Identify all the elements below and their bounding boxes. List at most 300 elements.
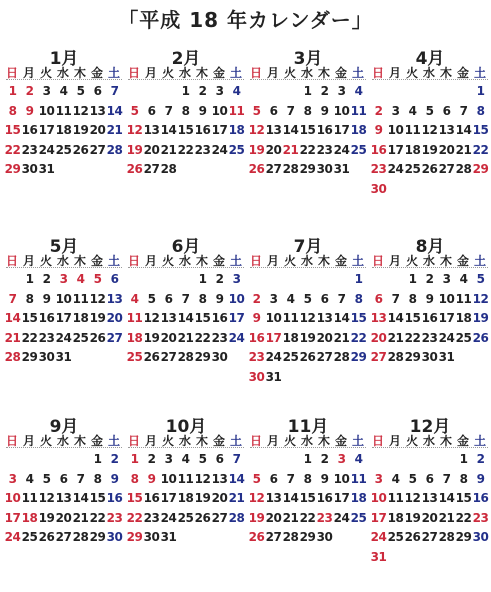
day-cell: 10 <box>438 291 455 306</box>
day-cell: 23 <box>143 510 160 525</box>
day-cell: 25 <box>55 142 72 157</box>
day-cell: 13 <box>143 123 160 137</box>
day-cell: 9 <box>425 291 434 306</box>
month-name: 8月 <box>415 237 445 257</box>
day-cell: 17 <box>265 330 282 345</box>
day-cell: 20 <box>421 510 438 525</box>
day-cell: 28 <box>438 530 455 544</box>
day-cell: 25 <box>21 530 38 544</box>
day-cell: 20 <box>370 330 387 345</box>
day-cell: 19 <box>248 510 265 525</box>
day-cell: 19 <box>472 311 489 325</box>
day-cell: 4 <box>59 84 68 98</box>
weekday-header: 木 <box>317 254 330 268</box>
weekday-header: 火 <box>405 254 418 268</box>
day-cell: 23 <box>248 350 265 364</box>
day-cell: 2 <box>425 272 434 286</box>
day-cell: 9 <box>215 291 224 306</box>
weekday-header: 月 <box>22 254 35 268</box>
day-cell: 12 <box>248 491 265 505</box>
day-cell: 8 <box>303 471 312 486</box>
day-cell: 23 <box>38 330 55 345</box>
month-block <box>248 44 368 224</box>
day-cell: 4 <box>354 84 363 98</box>
day-cell: 2 <box>25 84 34 98</box>
day-cell: 27 <box>106 330 123 345</box>
day-cell: 17 <box>370 510 387 525</box>
day-cell: 14 <box>455 123 472 137</box>
day-cell: 30 <box>370 181 387 196</box>
weekday-header: 月 <box>144 434 157 448</box>
day-cell: 28 <box>282 162 299 176</box>
weekday-header: 土 <box>229 434 242 448</box>
day-cell: 16 <box>143 491 160 505</box>
day-cell: 31 <box>370 549 387 564</box>
day-cell: 30 <box>21 162 38 176</box>
day-cell: 31 <box>55 350 72 364</box>
day-cell: 17 <box>333 123 350 137</box>
day-cell: 17 <box>160 491 177 505</box>
day-cell: 17 <box>4 510 21 525</box>
month-block <box>370 232 490 412</box>
weekday-header: 土 <box>107 254 120 268</box>
day-cell: 5 <box>425 103 434 118</box>
day-cell: 12 <box>421 123 438 137</box>
day-cell: 3 <box>164 452 173 466</box>
day-cell: 5 <box>252 471 261 486</box>
day-cell: 18 <box>126 330 143 345</box>
day-cell: 7 <box>286 471 295 486</box>
month-name: 12月 <box>409 417 451 437</box>
day-cell: 5 <box>76 84 85 98</box>
day-cell: 19 <box>248 142 265 157</box>
day-cell: 28 <box>387 350 404 364</box>
day-cell: 7 <box>181 291 190 306</box>
day-cell: 4 <box>25 471 34 486</box>
day-cell: 27 <box>438 162 455 176</box>
day-cell: 7 <box>459 103 468 118</box>
day-cell: 29 <box>4 162 21 176</box>
day-cell: 2 <box>476 452 485 466</box>
weekday-header: 火 <box>283 66 296 80</box>
weekday-header: 日 <box>127 434 140 448</box>
day-cell: 29 <box>194 350 211 364</box>
weekday-header: 月 <box>388 254 401 268</box>
day-cell: 10 <box>387 123 404 137</box>
day-cell: 6 <box>59 471 68 486</box>
weekday-header: 木 <box>439 254 452 268</box>
day-cell: 10 <box>333 103 350 118</box>
day-cell: 15 <box>177 123 194 137</box>
day-cell: 9 <box>198 103 207 118</box>
day-cell: 20 <box>55 510 72 525</box>
day-cell: 11 <box>282 311 299 325</box>
day-cell: 21 <box>455 142 472 157</box>
day-cell: 15 <box>4 123 21 137</box>
day-cell: 4 <box>459 272 468 286</box>
day-cell: 22 <box>126 510 143 525</box>
day-cell: 10 <box>265 311 282 325</box>
day-cell: 18 <box>350 123 367 137</box>
header-divider <box>372 79 488 80</box>
weekday-header: 火 <box>39 254 52 268</box>
weekday-header: 金 <box>456 434 469 448</box>
day-cell: 15 <box>404 311 421 325</box>
weekday-header: 月 <box>266 254 279 268</box>
day-cell: 22 <box>21 330 38 345</box>
day-cell: 28 <box>455 162 472 176</box>
day-cell: 4 <box>391 471 400 486</box>
day-cell: 21 <box>438 510 455 525</box>
weekday-header: 水 <box>300 66 313 80</box>
day-cell: 23 <box>370 162 387 176</box>
weekday-header: 金 <box>334 66 347 80</box>
weekday-header: 土 <box>107 66 120 80</box>
day-cell: 1 <box>303 84 312 98</box>
day-cell: 20 <box>265 510 282 525</box>
day-cell: 5 <box>93 272 102 286</box>
header-divider <box>128 447 244 448</box>
day-cell: 3 <box>391 103 400 118</box>
day-cell: 16 <box>370 142 387 157</box>
day-cell: 21 <box>177 330 194 345</box>
weekday-header: 水 <box>56 254 69 268</box>
day-cell: 4 <box>232 84 241 98</box>
day-cell: 30 <box>316 162 333 176</box>
day-cell: 11 <box>455 291 472 306</box>
day-cell: 17 <box>211 123 228 137</box>
day-cell: 27 <box>370 350 387 364</box>
day-cell: 20 <box>316 330 333 345</box>
day-cell: 12 <box>472 291 489 306</box>
day-cell: 12 <box>248 123 265 137</box>
day-cell: 6 <box>215 452 224 466</box>
day-cell: 30 <box>316 530 333 544</box>
weekday-header: 火 <box>283 434 296 448</box>
weekday-header: 日 <box>5 434 18 448</box>
day-cell: 20 <box>160 330 177 345</box>
day-cell: 9 <box>320 471 329 486</box>
day-cell: 2 <box>374 103 383 118</box>
day-cell: 3 <box>42 84 51 98</box>
day-cell: 20 <box>143 142 160 157</box>
day-cell: 13 <box>421 491 438 505</box>
day-cell: 12 <box>72 103 89 118</box>
day-cell: 18 <box>55 123 72 137</box>
day-cell: 27 <box>316 350 333 364</box>
day-cell: 16 <box>38 311 55 325</box>
day-cell: 17 <box>438 311 455 325</box>
day-cell: 23 <box>421 330 438 345</box>
weekday-header: 火 <box>161 434 174 448</box>
day-cell: 22 <box>299 142 316 157</box>
day-cell: 24 <box>160 510 177 525</box>
day-cell: 23 <box>472 510 489 525</box>
day-cell: 6 <box>269 103 278 118</box>
weekday-header: 月 <box>388 66 401 80</box>
day-cell: 3 <box>442 272 451 286</box>
day-cell: 1 <box>303 452 312 466</box>
day-cell: 8 <box>130 471 139 486</box>
day-cell: 14 <box>333 311 350 325</box>
header-divider <box>250 267 366 268</box>
day-cell: 14 <box>160 123 177 137</box>
day-cell: 26 <box>421 162 438 176</box>
weekday-header: 金 <box>456 66 469 80</box>
weekday-header: 水 <box>300 434 313 448</box>
weekday-header: 月 <box>144 254 157 268</box>
day-cell: 16 <box>194 123 211 137</box>
day-cell: 8 <box>476 103 485 118</box>
day-cell: 29 <box>455 530 472 544</box>
day-cell: 13 <box>265 123 282 137</box>
day-cell: 28 <box>177 350 194 364</box>
day-cell: 11 <box>177 471 194 486</box>
day-cell: 14 <box>387 311 404 325</box>
day-cell: 29 <box>126 530 143 544</box>
day-cell: 24 <box>370 530 387 544</box>
day-cell: 11 <box>350 471 367 486</box>
weekday-header: 日 <box>249 434 262 448</box>
day-cell: 19 <box>89 311 106 325</box>
weekday-header: 土 <box>473 254 486 268</box>
day-cell: 28 <box>333 350 350 364</box>
day-cell: 14 <box>282 123 299 137</box>
day-cell: 9 <box>147 471 156 486</box>
day-cell: 10 <box>160 471 177 486</box>
month-block <box>370 44 490 224</box>
day-cell: 18 <box>21 510 38 525</box>
day-cell: 21 <box>282 142 299 157</box>
weekday-header: 日 <box>249 66 262 80</box>
weekday-header: 火 <box>161 254 174 268</box>
day-cell: 25 <box>455 330 472 345</box>
day-cell: 24 <box>333 142 350 157</box>
day-cell: 15 <box>89 491 106 505</box>
day-cell: 15 <box>194 311 211 325</box>
weekday-header: 火 <box>39 434 52 448</box>
day-cell: 12 <box>143 311 160 325</box>
weekday-header: 土 <box>473 434 486 448</box>
day-cell: 31 <box>333 162 350 176</box>
day-cell: 31 <box>265 369 282 384</box>
day-cell: 12 <box>89 291 106 306</box>
day-cell: 21 <box>106 123 123 137</box>
day-cell: 7 <box>8 291 17 306</box>
day-cell: 3 <box>8 471 17 486</box>
weekday-header: 火 <box>161 66 174 80</box>
weekday-header: 金 <box>456 254 469 268</box>
day-cell: 25 <box>126 350 143 364</box>
weekday-header: 水 <box>422 254 435 268</box>
day-cell: 30 <box>421 350 438 364</box>
day-cell: 24 <box>438 330 455 345</box>
day-cell: 8 <box>198 291 207 306</box>
day-cell: 13 <box>370 311 387 325</box>
day-cell: 8 <box>354 291 363 306</box>
day-cell: 27 <box>211 510 228 525</box>
day-cell: 14 <box>282 491 299 505</box>
day-cell: 19 <box>126 142 143 157</box>
day-cell: 4 <box>181 452 190 466</box>
day-cell: 6 <box>374 291 383 306</box>
day-cell: 28 <box>106 142 123 157</box>
day-cell: 10 <box>211 103 228 118</box>
day-cell: 28 <box>282 530 299 544</box>
month-block <box>4 412 124 592</box>
day-cell: 3 <box>374 471 383 486</box>
weekday-header: 水 <box>422 66 435 80</box>
day-cell: 5 <box>42 471 51 486</box>
day-cell: 21 <box>282 510 299 525</box>
day-cell: 3 <box>215 84 224 98</box>
day-cell: 2 <box>110 452 119 466</box>
day-cell: 13 <box>316 311 333 325</box>
day-cell: 28 <box>160 162 177 176</box>
day-cell: 16 <box>21 123 38 137</box>
weekday-header: 土 <box>473 66 486 80</box>
day-cell: 11 <box>228 103 245 118</box>
day-cell: 19 <box>404 510 421 525</box>
day-cell: 22 <box>194 330 211 345</box>
day-cell: 18 <box>350 491 367 505</box>
weekday-header: 日 <box>371 254 384 268</box>
day-cell: 30 <box>211 350 228 364</box>
day-cell: 13 <box>438 123 455 137</box>
day-cell: 16 <box>316 491 333 505</box>
weekday-header: 日 <box>371 434 384 448</box>
month-block <box>248 412 368 592</box>
day-cell: 25 <box>387 530 404 544</box>
month-block <box>126 44 246 224</box>
day-cell: 28 <box>4 350 21 364</box>
day-cell: 14 <box>4 311 21 325</box>
day-cell: 5 <box>147 291 156 306</box>
weekday-header: 水 <box>178 434 191 448</box>
day-cell: 11 <box>126 311 143 325</box>
day-cell: 7 <box>442 471 451 486</box>
day-cell: 24 <box>387 162 404 176</box>
header-divider <box>250 447 366 448</box>
day-cell: 17 <box>228 311 245 325</box>
day-cell: 18 <box>404 142 421 157</box>
day-cell: 13 <box>106 291 123 306</box>
day-cell: 11 <box>350 103 367 118</box>
day-cell: 7 <box>110 84 119 98</box>
day-cell: 4 <box>130 291 139 306</box>
day-cell: 6 <box>93 84 102 98</box>
day-cell: 1 <box>198 272 207 286</box>
day-cell: 26 <box>126 162 143 176</box>
day-cell: 6 <box>147 103 156 118</box>
weekday-header: 日 <box>249 254 262 268</box>
day-cell: 6 <box>425 471 434 486</box>
day-cell: 12 <box>126 123 143 137</box>
day-cell: 11 <box>55 103 72 118</box>
day-cell: 25 <box>350 510 367 525</box>
day-cell: 18 <box>387 510 404 525</box>
day-cell: 2 <box>320 84 329 98</box>
day-cell: 26 <box>404 530 421 544</box>
day-cell: 25 <box>350 142 367 157</box>
weekday-header: 水 <box>300 254 313 268</box>
month-block <box>4 44 124 224</box>
day-cell: 27 <box>55 530 72 544</box>
day-cell: 5 <box>408 471 417 486</box>
day-cell: 26 <box>248 530 265 544</box>
day-cell: 11 <box>387 491 404 505</box>
day-cell: 10 <box>55 291 72 306</box>
day-cell: 7 <box>337 291 346 306</box>
day-cell: 15 <box>21 311 38 325</box>
day-cell: 22 <box>455 510 472 525</box>
weekday-header: 水 <box>56 434 69 448</box>
day-cell: 16 <box>316 123 333 137</box>
day-cell: 25 <box>177 510 194 525</box>
day-cell: 12 <box>38 491 55 505</box>
weekday-header: 月 <box>22 66 35 80</box>
weekday-header: 木 <box>73 66 86 80</box>
day-cell: 22 <box>299 510 316 525</box>
day-cell: 22 <box>177 142 194 157</box>
day-cell: 22 <box>89 510 106 525</box>
day-cell: 29 <box>350 350 367 364</box>
weekday-header: 金 <box>212 434 225 448</box>
weekday-header: 木 <box>73 434 86 448</box>
day-cell: 14 <box>106 103 123 118</box>
day-cell: 31 <box>438 350 455 364</box>
weekday-header: 水 <box>56 66 69 80</box>
weekday-header: 日 <box>127 254 140 268</box>
weekday-header: 木 <box>195 66 208 80</box>
calendar-title: 「平成 18 年カレンダー」 <box>118 8 373 32</box>
day-cell: 24 <box>228 330 245 345</box>
day-cell: 26 <box>143 350 160 364</box>
weekday-header: 金 <box>212 254 225 268</box>
day-cell: 26 <box>89 330 106 345</box>
day-cell: 16 <box>472 491 489 505</box>
weekday-header: 木 <box>439 66 452 80</box>
day-cell: 9 <box>476 471 485 486</box>
day-cell: 25 <box>282 350 299 364</box>
day-cell: 2 <box>198 84 207 98</box>
day-cell: 27 <box>143 162 160 176</box>
day-cell: 1 <box>130 452 139 466</box>
day-cell: 18 <box>177 491 194 505</box>
day-cell: 18 <box>282 330 299 345</box>
day-cell: 11 <box>21 491 38 505</box>
month-name: 3月 <box>293 49 323 69</box>
day-cell: 27 <box>265 530 282 544</box>
weekday-header: 木 <box>195 254 208 268</box>
weekday-header: 日 <box>127 66 140 80</box>
header-divider <box>372 447 488 448</box>
day-cell: 22 <box>472 142 489 157</box>
weekday-header: 月 <box>266 66 279 80</box>
day-cell: 20 <box>106 311 123 325</box>
day-cell: 29 <box>21 350 38 364</box>
day-cell: 14 <box>438 491 455 505</box>
day-cell: 9 <box>374 123 383 137</box>
day-cell: 6 <box>269 471 278 486</box>
day-cell: 22 <box>404 330 421 345</box>
day-cell: 6 <box>320 291 329 306</box>
day-cell: 13 <box>265 491 282 505</box>
day-cell: 6 <box>110 272 119 286</box>
day-cell: 2 <box>147 452 156 466</box>
day-cell: 5 <box>130 103 139 118</box>
day-cell: 30 <box>38 350 55 364</box>
